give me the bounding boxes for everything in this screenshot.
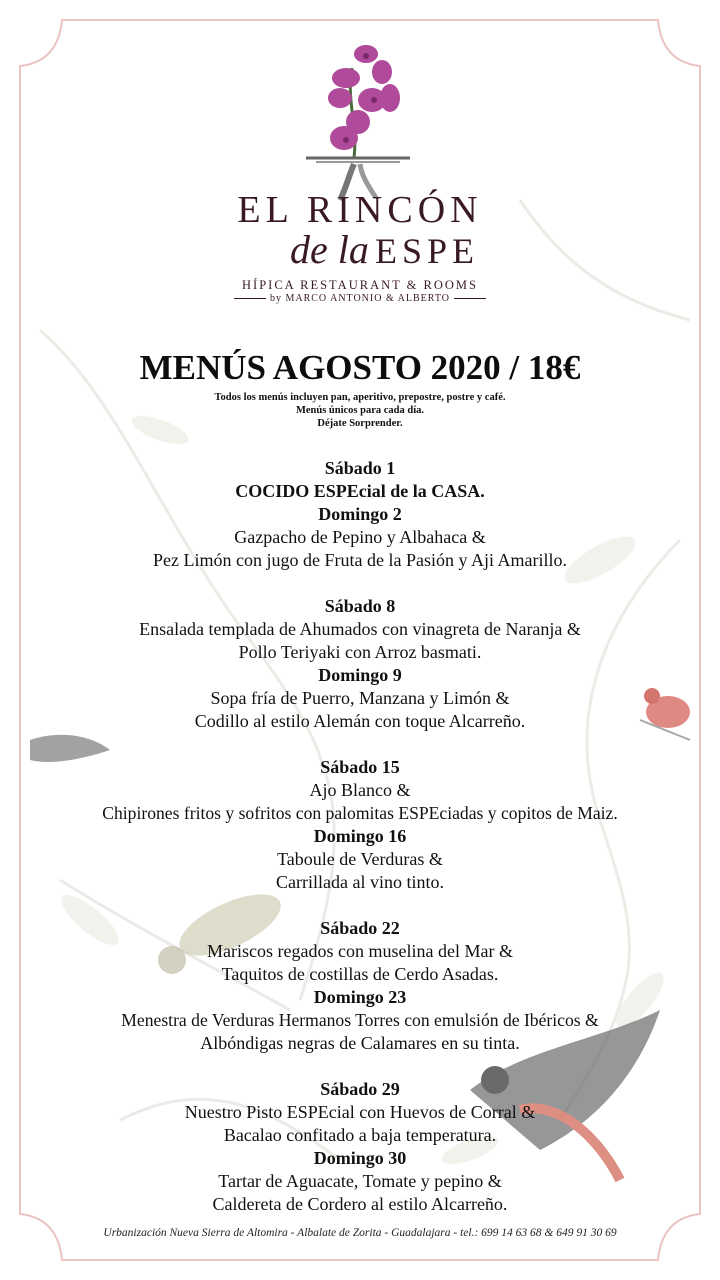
- intro-line: Menús únicos para cada día.: [295, 405, 425, 416]
- menu-day: Sábado 1: [324, 458, 396, 478]
- menu-dish: Caldereta de Cordero al estilo Alcarreño.: [212, 1194, 508, 1214]
- page-title: MENÚS AGOSTO 2020 / 18€: [139, 348, 581, 387]
- week-separator: [30, 572, 690, 595]
- menu-dish: Gazpacho de Pepino y Albahaca &: [234, 527, 486, 547]
- menu-dish: COCIDO ESPEcial de la CASA.: [235, 481, 485, 501]
- menu-day: Domingo 2: [318, 504, 402, 524]
- week-separator: [30, 1055, 690, 1078]
- menu-dish: Sopa fría de Puerro, Manzana y Limón &: [210, 688, 510, 708]
- menu-list: [30, 457, 690, 1216]
- brand-name-espe: ESPE: [375, 231, 480, 271]
- menu-dish: Mariscos regados con muselina del Mar &: [207, 941, 513, 961]
- menu-dish: Taboule de Verduras &: [277, 849, 443, 869]
- brand-subtitle: HÍPICA RESTAURANT & ROOMS: [242, 278, 478, 292]
- menu-dish: Taquitos de costillas de Cerdo Asadas.: [221, 964, 499, 984]
- brand-name: EL RINCÓN: [237, 189, 483, 231]
- contact-footer: Urbanización Nueva Sierra de Altomira - Albalate de Zorita - Guadalajara - tel.: 699 14 63 68 & 649 91 30 69: [103, 1227, 617, 1239]
- brand-name-dela: de la: [290, 227, 369, 272]
- menu-day: Domingo 9: [318, 665, 402, 685]
- intro-line: Déjate Sorprender.: [317, 418, 403, 429]
- menu-day: Sábado 22: [320, 918, 400, 938]
- byline-rule-right: [454, 298, 486, 299]
- menu-dish: Albóndigas negras de Calamares en su tinta.: [200, 1033, 520, 1053]
- brand-byline: [0, 293, 720, 304]
- menu-dish: Chipirones fritos y sofritos con palomitas ESPEciadas y copitos de Maiz.: [102, 803, 618, 823]
- week-separator: [30, 894, 690, 917]
- menu-dish: Pollo Teriyaki con Arroz basmati.: [238, 642, 482, 662]
- menu-dish: Carrillada al vino tinto.: [276, 872, 444, 892]
- menu-intro: [0, 391, 720, 430]
- week-separator: [30, 733, 690, 756]
- menu-day: Domingo 23: [313, 987, 407, 1007]
- menu-dish: Ensalada templada de Ahumados con vinagreta de Naranja &: [139, 619, 581, 639]
- menu-day: Sábado 29: [320, 1079, 400, 1099]
- restaurant-logo: [0, 30, 720, 310]
- menu-day: Sábado 15: [320, 757, 400, 777]
- byline-text: by MARCO ANTONIO & ALBERTO: [269, 293, 451, 304]
- menu-dish: Codillo al estilo Alemán con toque Alcarreño.: [194, 711, 526, 731]
- menu-dish: Ajo Blanco &: [309, 780, 411, 800]
- menu-dish: Pez Limón con jugo de Fruta de la Pasión y Aji Amarillo.: [153, 550, 567, 570]
- byline-rule-left: [234, 298, 266, 299]
- menu-day: Domingo 30: [313, 1148, 407, 1168]
- menu-day: Domingo 16: [313, 826, 407, 846]
- intro-line: Todos los menús incluyen pan, aperitivo, prepostre, postre y café.: [214, 392, 506, 403]
- menu-dish: Menestra de Verduras Hermanos Torres con emulsión de Ibéricos &: [121, 1010, 599, 1030]
- menu-day: Sábado 8: [324, 596, 396, 616]
- menu-dish: Nuestro Pisto ESPEcial con Huevos de Corral &: [184, 1102, 536, 1122]
- menu-dish: Tartar de Aguacate, Tomate y pepino &: [218, 1171, 502, 1191]
- menu-dish: Bacalao confitado a baja temperatura.: [223, 1125, 497, 1145]
